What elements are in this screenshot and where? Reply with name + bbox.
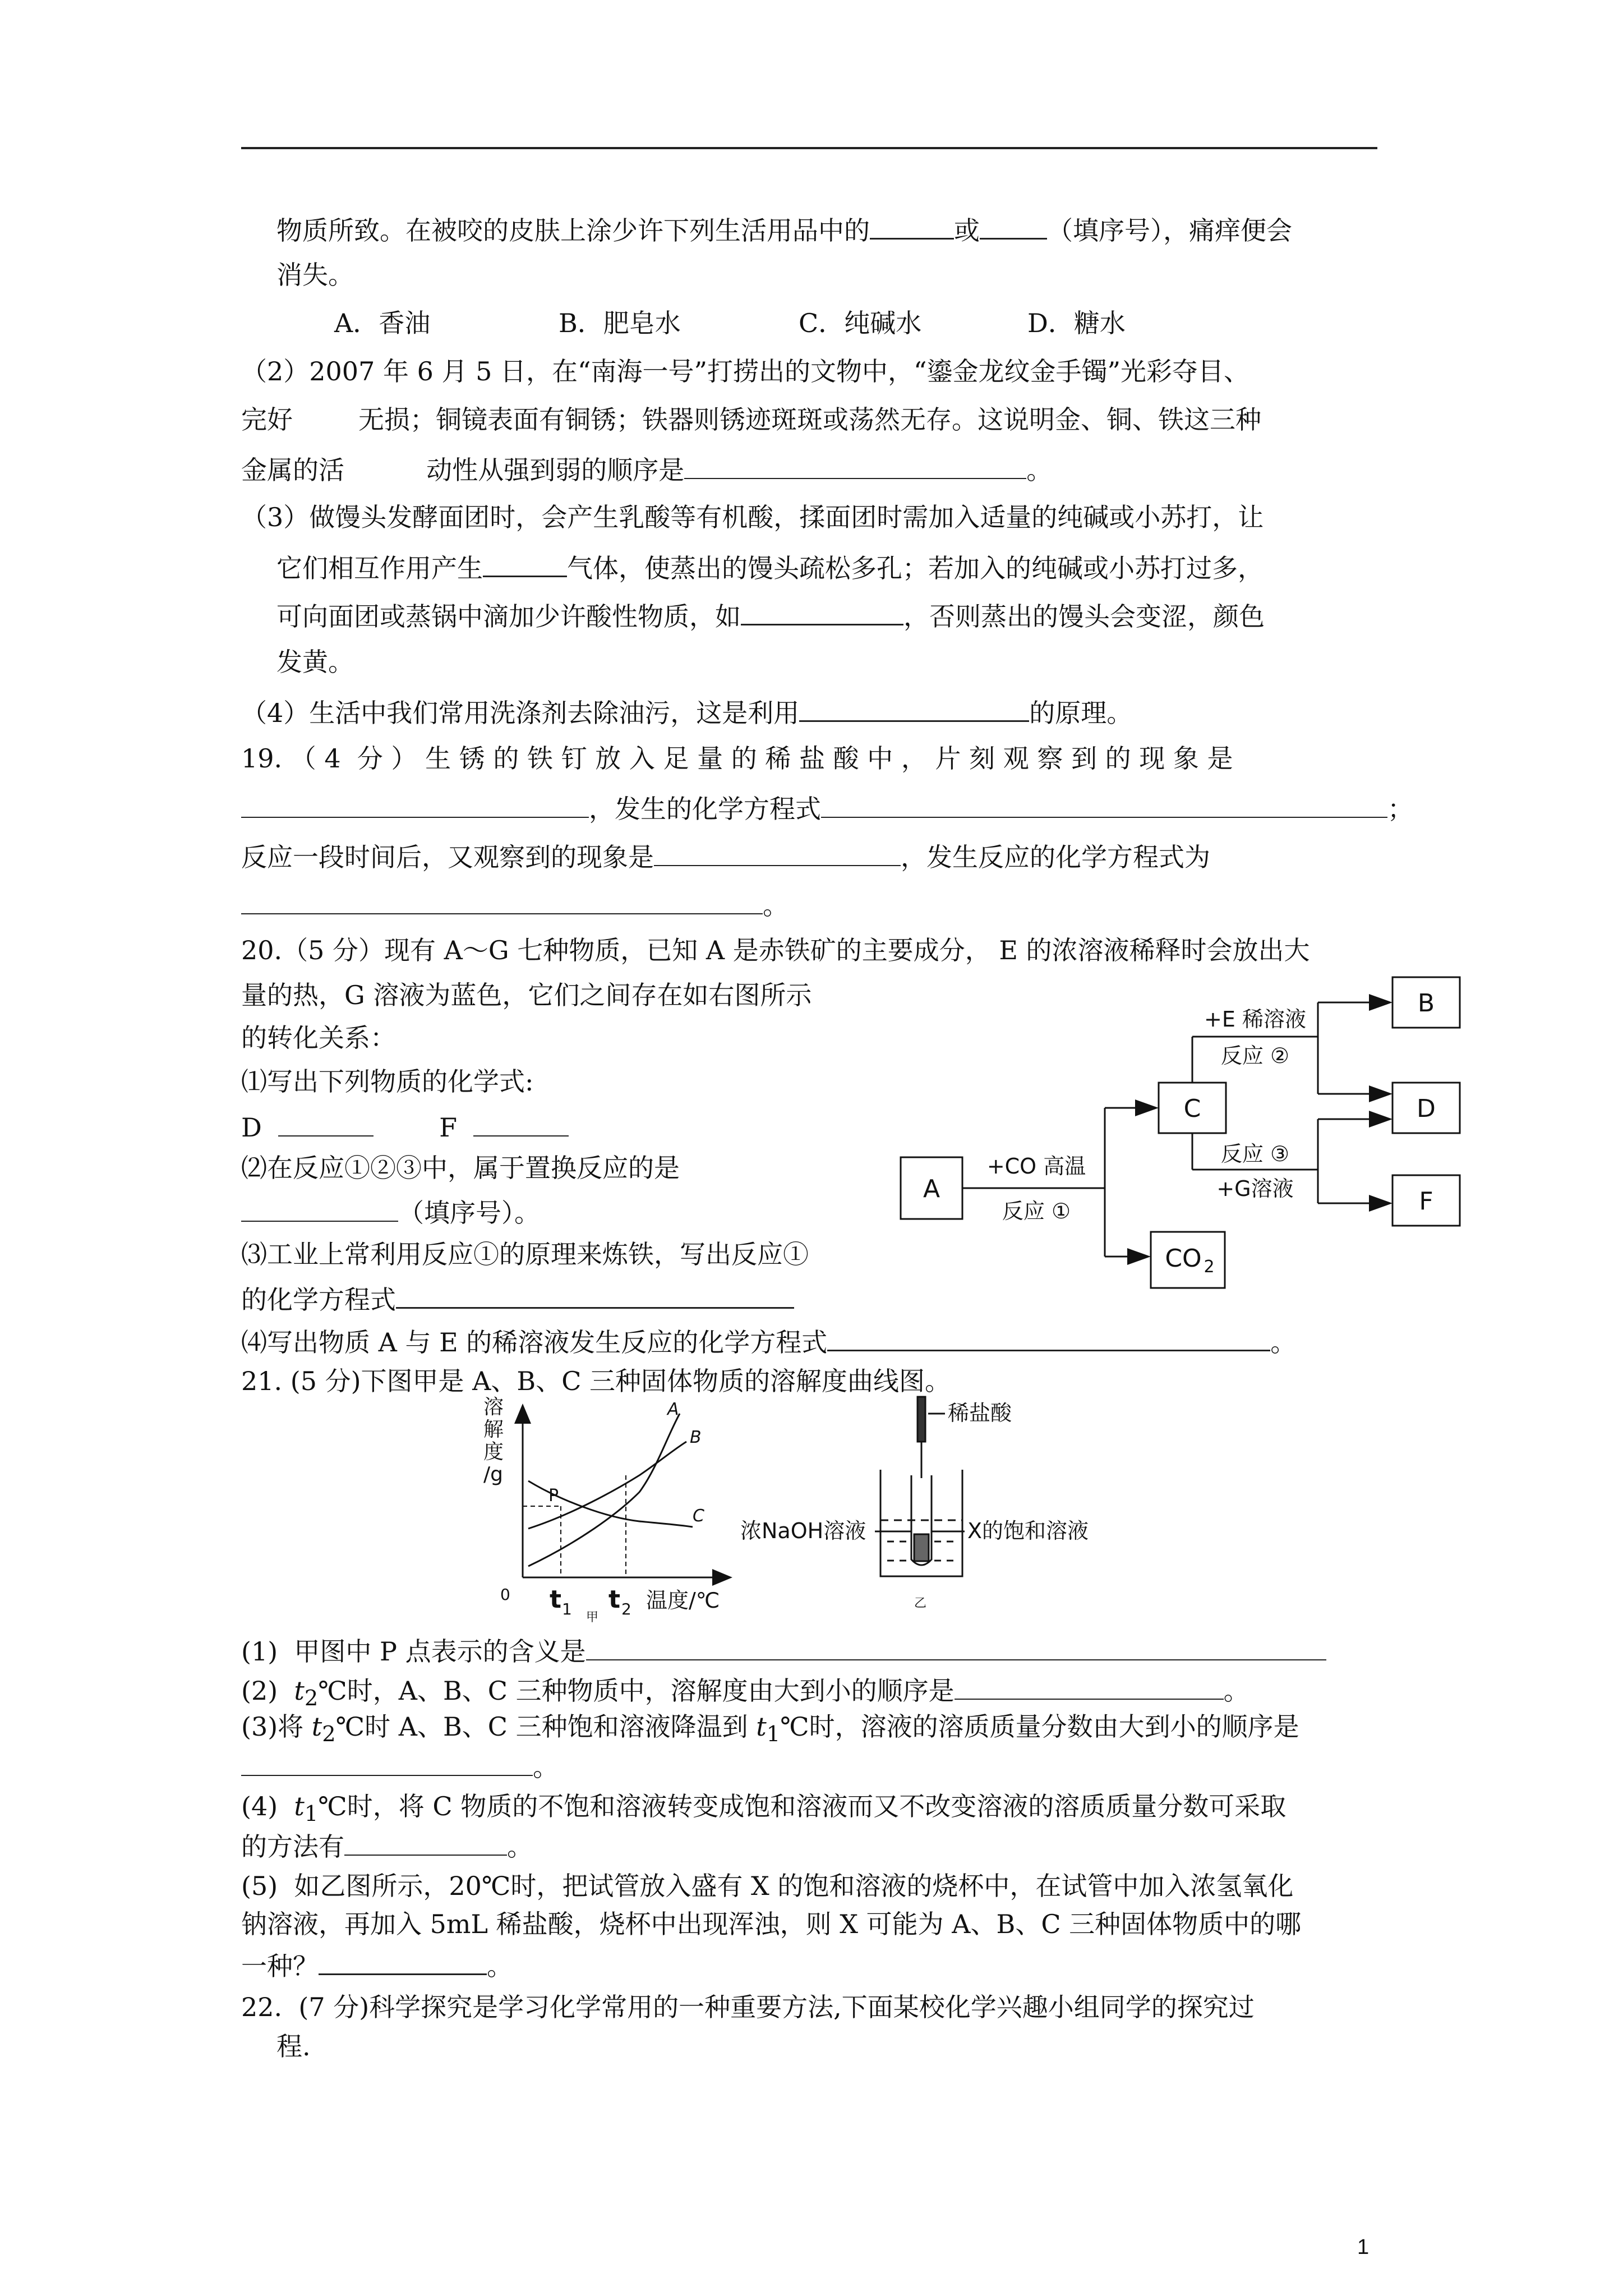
q18-option-a: A．香油 [334,308,431,338]
q20-line3: 的转化关系： [241,1023,396,1053]
q21-sub2: (2) $t_2℃$时，A、B、C 三种物质中，溶解度由大到小的顺序是 。 [241,1672,1249,1715]
q18-line2: 消失。 [276,260,354,290]
solubility-graph [471,1391,751,1638]
a-label: A [667,1400,679,1419]
q21-line1: 21. (5 分)下图甲是 A、B、C 三种固体物质的溶解度曲线图。 [241,1366,951,1396]
q21-sub3: (3)将 $t_2℃$时 A、B、C 三种饱和溶液降温到 $t_1℃$时，溶液的溶质质量分数由大到小的顺序是 [241,1711,1299,1747]
p-label: P [548,1486,559,1506]
b-label: B [690,1428,702,1447]
q18-option-b: B．肥皂水 [559,308,681,338]
answer-blank [396,1280,794,1309]
q20-sub4: ⑷写出物质 A 与 E 的稀溶液发生反应的化学方程式 。 [241,1323,1296,1359]
cond-1: +CO 高温 [986,1154,1086,1179]
answer-blank [278,1108,374,1137]
apparatus-diagram [740,1391,1133,1627]
t2-sub: 2 [621,1600,631,1618]
q18-option-d: D．糖水 [1027,308,1126,338]
q21-sub5-line2: 钠溶液，再加入 5mL 稀盐酸，烧杯中出现浑浊，则 X 可能为 A、B、C 三种固体物质中的哪 [241,1909,1302,1939]
t1-sub: 1 [562,1600,572,1618]
answer-blank [241,886,763,914]
q21-sub3-answer: 。 [241,1748,559,1784]
q20-sub3-answer: 的化学方程式 [241,1280,794,1317]
origin-label: 0 [500,1585,510,1604]
yi-label: 乙 [914,1596,927,1611]
test-tube-liquid [914,1534,929,1561]
q19-line1: 19. （ 4 分 ） 生 锈 的 铁 钉 放 入 足 量 的 稀 盐 酸 中 ， 片 刻 观 察 到 的 现 象 是 [241,743,1233,774]
q18-2-line3: 金属的活 动性从强到弱的顺序是 。 [241,451,1052,487]
q19-line3: 反应一段时间后，又观察到的现象是 ，发生反应的化学方程式为 [241,838,1210,874]
q18-2-line2: 完好 无损；铜镜表面有铜锈；铁器则锈迹斑斑或荡然无存。这说明金、铜、铁这三种 [241,404,1261,435]
q21-sub5-line1: (5) 如乙图所示，20℃时，把试管放入盛有 X 的饱和溶液的烧杯中，在试管中加入浓氢氧化 [241,1871,1294,1901]
q18-line1: 物质所致。在被咬的皮肤上涂少许下列生活用品中的 或 （填序号），痛痒便会 [276,211,1292,247]
q22-line1: 22. (7 分)科学探究是学习化学常用的一种重要方法,下面某校化学兴趣小组同学的探究过 [241,1992,1255,2022]
xlabel: 温度/℃ [646,1588,720,1613]
reaction-2-label: 反应 ② [1220,1043,1290,1068]
ylabel-4: /g [483,1463,503,1486]
answer-blank [241,1194,398,1222]
label-c: C [1183,1094,1201,1123]
label-co2: CO [1165,1244,1202,1273]
answer-blank [955,1672,1224,1700]
answer-blank [870,211,954,240]
q21-sub1: (1) 甲图中 P 点表示的含义是 [241,1632,1326,1668]
acid-label: 稀盐酸 [948,1401,1012,1425]
q20-line2: 量的热，G 溶液为蓝色，它们之间存在如右图所示 [241,980,812,1010]
q21-sub4: (4) $t_1℃$时，将 C 物质的不饱和溶液转变成饱和溶液而又不改变溶液的溶质质量分数可采取 [241,1791,1287,1827]
answer-blank [473,1108,569,1137]
answer-blank [344,1828,507,1856]
answer-blank [980,211,1047,240]
naoh-label: 浓NaOH溶液 [740,1519,866,1543]
label-b: B [1417,989,1435,1018]
q20-sub1: ⑴写出下列物质的化学式: [241,1066,534,1097]
ylabel-1: 溶 [483,1396,504,1419]
answer-blank [654,838,901,866]
q18-4-line: （4）生活中我们常用洗涤剂去除油污，这是利用 的原理。 [241,693,1132,730]
label-d: D [1417,1094,1436,1123]
q20-sub2: ⑵在反应①②③中，属于置换反应的是 [241,1153,680,1183]
q21-sub4-answer: 的方法有 。 [241,1828,533,1864]
t1-label: t [550,1585,562,1614]
q20-sub1-answers: D F [241,1108,569,1144]
label-f: F [1419,1187,1433,1216]
jia-label: 甲 [586,1611,599,1625]
ylabel-2: 解 [483,1418,504,1441]
label-a: A [923,1175,940,1203]
c-label: C [693,1506,704,1526]
answer-blank [319,1947,487,1975]
q19-line4: 。 [241,886,789,922]
answer-blank [586,1632,1326,1660]
answer-blank [241,790,589,818]
q22-line2: 程. [276,2031,311,2062]
page-number: 1 [1357,2235,1370,2259]
ylabel-3: 度 [483,1441,504,1464]
q18-3-line4: 发黄。 [276,647,354,677]
q18-2-line1: （2）2007 年 6 月 5 日，在“南海一号”打捞出的文物中，“鎏金龙纹金手镯”光彩夺目、 [241,356,1250,386]
reaction-1-label: 反应 ① [1002,1199,1071,1223]
reaction-3-label: 反应 ③ [1220,1142,1290,1166]
q18-3-line3: 可向面团或蒸锅中滴加少许酸性物质，如 ，否则蒸出的馒头会变涩，颜色 [276,597,1265,633]
q20-line1: 20.（5 分）现有 A～G 七种物质，已知 A 是赤铁矿的主要成分， E 的浓溶液稀释时会放出大 [241,935,1310,965]
cond-3: +G溶液 [1216,1176,1294,1201]
answer-blank [799,693,1029,722]
answer-blank [821,790,1387,818]
q21-sub5-line3: 一种？ 。 [241,1947,513,1983]
answer-blank [741,597,903,625]
dropper [917,1397,925,1442]
q19-line2: ，发生的化学方程式 ； [241,790,1413,826]
answer-blank [483,549,567,577]
answer-blank [684,451,1026,479]
cond-2: +E 稀溶液 [1204,1007,1306,1032]
label-co2-sub: 2 [1204,1257,1215,1277]
reaction-diagram [892,965,1486,1290]
sat-label: X的饱和溶液 [967,1519,1089,1543]
answer-blank [827,1323,1270,1351]
answer-blank [241,1748,533,1776]
q20-sub2-answer: （填序号）。 [241,1194,540,1230]
header-rule [241,147,1377,149]
q18-option-c: C．纯碱水 [799,308,922,338]
q18-3-line2: 它们相互作用产生 气体，使蒸出的馒头疏松多孔；若加入的纯碱或小苏打过多， [276,549,1264,585]
q18-3-line1: （3）做馒头发酵面团时，会产生乳酸等有机酸，揉面团时需加入适量的纯碱或小苏打，让 [241,502,1264,532]
t2-label: t [608,1585,621,1614]
q20-sub3: ⑶工业上常利用反应①的原理来炼铁，写出反应① [241,1239,809,1269]
